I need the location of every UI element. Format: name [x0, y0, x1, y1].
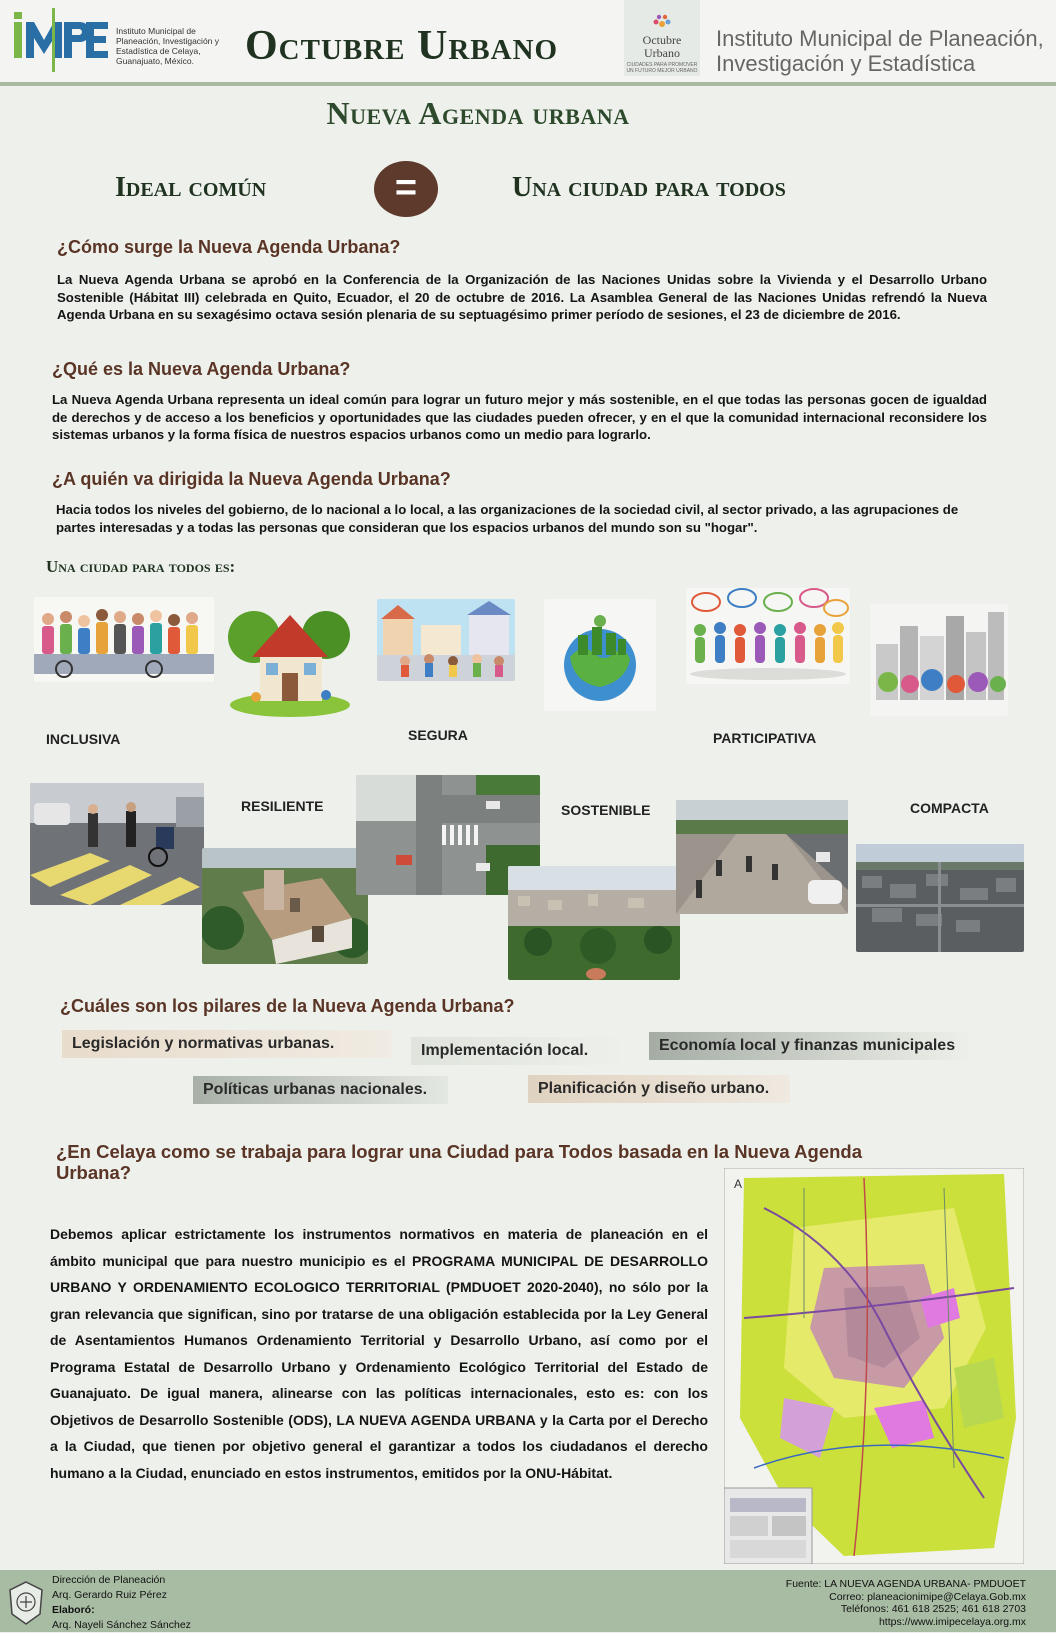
pmduoet-land-use-map [724, 1168, 1024, 1564]
footer-credit-2: Arq. Gerardo Ruiz Pérez [52, 1589, 167, 1601]
dense-city-aerial-photo [856, 844, 1024, 952]
footer-website-link[interactable]: https://www.imipecelaya.org.mx [878, 1615, 1026, 1628]
crosswalk-photo [30, 783, 204, 905]
footer-contact [786, 1578, 1026, 1628]
label-compacta: COMPACTA [910, 800, 989, 816]
equals-badge: = [374, 161, 438, 217]
celaya-seal-icon [6, 1580, 46, 1626]
subtitle: Nueva Agenda urbana [326, 95, 630, 131]
footer-credit-3: Elaboró: [52, 1604, 95, 1616]
answer-3: Hacia todos los niveles del gobierno, de lo nacional a lo local, a las organizaciones de la sociedad civil, al sector privado, a las agrupaciones de partes interesadas y a todas las personas que consideran que los espacios urbanos del mundo son su "hogar". [56, 502, 959, 535]
answer-1: La Nueva Agenda Urbana se aprobó en la Conferencia de la Organización de las Naciones Unidas sobre la Vivienda y el Desarrollo Urbano Sostenible (Hábitat III) celebrada en Quito, Ecuador, el 20 de octubre de 2016. La Asamblea General de las Naciones Unidas refrendó la Nueva Agenda Urbana en su sexagésimo octava sesión plenaria de su septuagésimo primer período de sesiones, el 23 de diciembre de 2016. [57, 272, 987, 322]
city-panorama-photo [508, 866, 680, 980]
institute-name [716, 26, 1044, 76]
question-2: ¿Qué es la Nueva Agenda Urbana? [52, 359, 351, 379]
imipe-logo-icon [14, 8, 110, 72]
pillar-3: Economía local y finanzas municipales [649, 1032, 974, 1060]
inclusive-people-illustration [34, 597, 214, 682]
footer-email: Correo: planeacionimipe@Celaya.Gob.mx [829, 1590, 1026, 1603]
walkway-photo [676, 800, 848, 914]
badge-subtitle: CIUDADES PARA PROMOVER UN FUTURO MEJOR URBANO [626, 62, 698, 74]
footer-phones: Teléfonos: 461 618 2525; 461 618 2703 [840, 1603, 1026, 1615]
footer-credit-1: Dirección de Planeación [52, 1574, 166, 1586]
celaya-question: ¿En Celaya como se trabaja para lograr una Ciudad para Todos basada en la Nueva Agenda Urbana? [56, 1141, 863, 1183]
svg-text:A: A [734, 1177, 743, 1191]
footer-source: Fuente: LA NUEVA AGENDA URBANA- PMDUOET [785, 1578, 1026, 1590]
safe-street-illustration [377, 599, 515, 681]
question-3: ¿A quién va dirigida la Nueva Agenda Urbana? [52, 469, 451, 489]
label-participativa: PARTICIPATIVA [713, 730, 817, 746]
pillar-1: Legislación y normativas urbanas. [62, 1030, 392, 1058]
question-1: ¿Cómo surge la Nueva Agenda Urbana? [57, 237, 401, 257]
page-title: Octubre Urbano [245, 23, 559, 69]
participation-people-illustration [686, 588, 850, 684]
compact-city-illustration [870, 604, 1008, 716]
octubre-urbano-badge [624, 0, 700, 76]
colonial-church-aerial-photo [202, 848, 368, 964]
logo-caption: Instituto Municipal de Planeación, Investigación y Estadística de Celaya, Guanajuato, México. [116, 26, 220, 66]
badge-title: Octubre Urbano [642, 33, 682, 60]
house-illustration [226, 597, 354, 722]
city-heading: Una ciudad para todos es: [46, 557, 236, 576]
label-sostenible: SOSTENIBLE [561, 802, 651, 818]
answer-2: La Nueva Agenda Urbana representa un ideal común para lograr un futuro mejor y más sostenible, en el que todas las personas gocen de igualdad de derechos y de acceso a los beneficios y oportunidades que las ciudades pueden ofrecer, y en el que la comunidad internacional reconsidere los sistemas urbanos y la forma física de nuestros espacios urbanos como un medio para lograrlo. [52, 392, 987, 442]
equation-left: Ideal común [115, 172, 267, 203]
label-resiliente: RESILIENTE [241, 798, 324, 814]
equation-right: Una ciudad para todos [512, 172, 786, 203]
pillar-4: Políticas urbanas nacionales. [193, 1076, 448, 1104]
pillar-5: Planificación y diseño urbano. [528, 1075, 790, 1103]
label-segura: SEGURA [408, 727, 468, 743]
celaya-text: Debemos aplicar estrictamente los instrumentos normativos en materia de planeación en el ámbito municipal que para nuestro municipio es el PROGRAMA MUNICIPAL DE DESARROLLO URBANO Y ORDENAMIENTO ECOLOGICO TERRITORIAL (PMDUOET 2020-2040), no sólo por la gran relevancia que significan, sino por tratarse de una obligación establecida por la Ley General de Asentamientos Humanos Ordenamiento Territorial y Desarrollo Urbano, así como por el Programa Estatal de Desarrollo Urbano y Ordenamiento Ecológico Territorial del Estado de Guanajuato. De igual manera, alinearse con las políticas internacionales, esto es: con los Objetivos de Desarrollo Sostenible (ODS), LA NUEVA AGENDA URBANA y la Carta por el Derecho a la Ciudad, que tienen por objetivo general el garantizar a todos los ciudadanos el derecho humano a la Ciudad, enunciado en estos instrumentos, emitidos por la ONU-Hábitat. [50, 1226, 708, 1481]
institute-line-2: Investigación y Estadística [716, 51, 976, 76]
pillars-question: ¿Cuáles son los pilares de la Nueva Agenda Urbana? [60, 996, 515, 1016]
pillar-2: Implementación local. [411, 1037, 631, 1065]
label-inclusiva: INCLUSIVA [46, 731, 121, 747]
green-globe-illustration [544, 599, 656, 711]
footer-credit-4: Arq. Nayeli Sánchez Sánchez [52, 1619, 191, 1631]
footer-credits [52, 1573, 191, 1633]
flower-icon [650, 14, 674, 32]
institute-line-1: Instituto Municipal de Planeación, [716, 26, 1044, 51]
